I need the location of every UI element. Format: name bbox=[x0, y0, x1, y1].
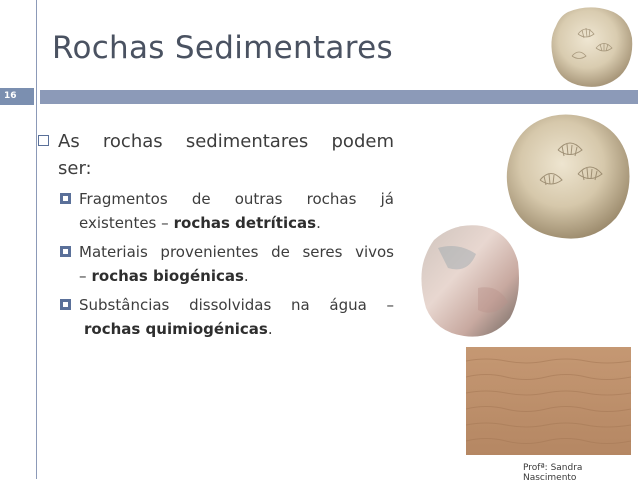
sub-bullet-line2 bbox=[79, 264, 394, 288]
author-credit: Profª: Sandra Nascimento bbox=[523, 463, 583, 483]
word: de bbox=[271, 243, 290, 261]
word: de bbox=[191, 190, 211, 208]
pink-rock-image bbox=[418, 218, 522, 342]
word: água bbox=[329, 296, 367, 314]
sub-bullet-quimiogenicas bbox=[60, 293, 394, 341]
square-bullet-icon bbox=[60, 246, 71, 257]
sub-bullet-line1 bbox=[79, 240, 394, 264]
checkbox-bullet-icon bbox=[38, 135, 49, 146]
word: podem bbox=[331, 131, 394, 152]
square-bullet-icon bbox=[60, 193, 71, 204]
slide-content bbox=[38, 128, 394, 341]
word: outras bbox=[234, 190, 283, 208]
sub-bullet-line1 bbox=[79, 187, 394, 211]
word: rochas bbox=[306, 190, 357, 208]
word: seres bbox=[302, 243, 343, 261]
word: provenientes bbox=[160, 243, 259, 261]
bold-term: rochas detríticas bbox=[173, 214, 317, 232]
word: rochas bbox=[102, 131, 163, 152]
word: sedimentares bbox=[185, 131, 309, 152]
main-bullet-line1 bbox=[58, 128, 394, 155]
word: Materiais bbox=[79, 243, 148, 261]
word: na bbox=[291, 296, 310, 314]
text: – bbox=[79, 267, 87, 285]
vertical-divider bbox=[36, 0, 37, 479]
sub-bullet-line2 bbox=[79, 317, 394, 341]
sand-dune-image bbox=[466, 347, 631, 455]
word: já bbox=[380, 190, 394, 208]
text: existentes – bbox=[79, 214, 169, 232]
period: . bbox=[243, 267, 249, 285]
header-bar bbox=[40, 90, 638, 104]
bold-term: rochas biogénicas bbox=[91, 267, 244, 285]
main-bullet-line2: ser: bbox=[58, 158, 92, 179]
fossil-rock-image-small bbox=[548, 4, 634, 90]
sub-bullet-line1 bbox=[79, 293, 394, 317]
slide-number: 16 bbox=[0, 88, 34, 105]
word: dissolvidas bbox=[189, 296, 272, 314]
sub-bullet-biogenicas bbox=[60, 240, 394, 288]
slide-title: Rochas Sedimentares bbox=[52, 30, 393, 66]
main-bullet bbox=[38, 128, 394, 182]
word: Fragmentos bbox=[79, 190, 168, 208]
period: . bbox=[267, 320, 273, 338]
sub-bullet-detriticas bbox=[60, 187, 394, 235]
square-bullet-icon bbox=[60, 299, 71, 310]
word: As bbox=[58, 131, 80, 152]
word: Substâncias bbox=[79, 296, 170, 314]
word: vivos bbox=[355, 243, 394, 261]
sub-bullet-line2 bbox=[79, 211, 394, 235]
period: . bbox=[316, 214, 321, 232]
bold-term: rochas quimiogénicas bbox=[84, 320, 268, 338]
word: – bbox=[386, 296, 394, 314]
